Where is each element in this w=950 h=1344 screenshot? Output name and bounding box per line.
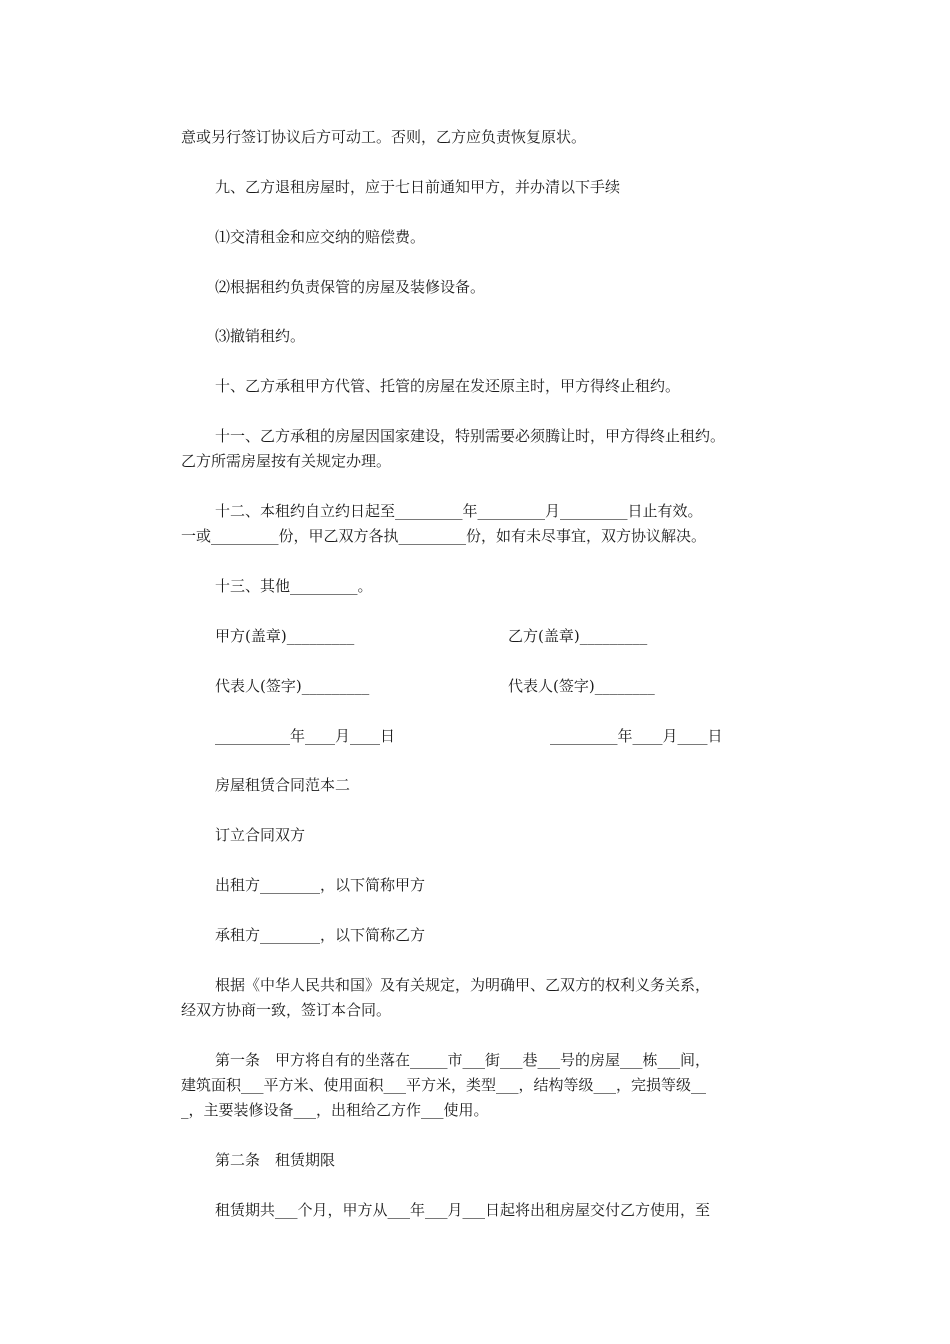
- text-line: 意或另行签订协议后方可动工。否则，乙方应负责恢复原状。: [181, 128, 587, 146]
- preamble-line-2: 经双方协商一致，签订本合同。: [181, 1001, 392, 1019]
- lessor-line: 出租方________，以下简称甲方: [215, 876, 426, 894]
- clause-11-line-2: 乙方所需房屋按有关规定办理。: [181, 452, 392, 470]
- party-a-seal: 甲方(盖章)_________: [215, 627, 355, 645]
- clause-12-line-2: 一或_________份，甲乙双方各执_________份，如有未尽事宜，双方协议解决。: [181, 527, 707, 545]
- preamble-line-1: 根据《中华人民共和国》及有关规定，为明确甲、乙双方的权利义务关系，: [215, 976, 711, 994]
- party-b-representative: 代表人(签字)________: [508, 677, 655, 695]
- party-a-representative: 代表人(签字)_________: [215, 677, 370, 695]
- clause-10: 十、乙方承租甲方代管、托管的房屋在发还原主时，甲方得终止租约。: [215, 377, 681, 395]
- article-1-line-1: 第一条 甲方将自有的坐落在_____市___街___巷___号的房屋___栋___间，: [215, 1051, 711, 1069]
- lessee-line: 承租方________，以下简称乙方: [215, 926, 426, 944]
- article-2-heading: 第二条 租赁期限: [215, 1151, 336, 1169]
- article-1-line-2: 建筑面积___平方米、使用面积___平方米，类型___，结构等级___，完损等级__: [181, 1076, 707, 1094]
- article-1-line-3: _，主要装修设备___，出租给乙方作___使用。: [181, 1101, 489, 1119]
- clause-9-item-2: ⑵根据租约负责保管的房屋及装修设备。: [215, 278, 486, 296]
- clause-13: 十三、其他_________。: [215, 577, 373, 595]
- party-a-date: __________年____月____日: [215, 727, 396, 745]
- clause-9-item-1: ⑴交清租金和应交纳的赔偿费。: [215, 228, 426, 246]
- clause-9-heading: 九、乙方退租房屋时，应于七日前通知甲方，并办清以下手续: [215, 178, 621, 196]
- clause-11-line-1: 十一、乙方承租的房屋因国家建设，特别需要必须腾让时，甲方得终止租约。: [215, 427, 726, 445]
- section-title: 房屋租赁合同范本二: [215, 776, 351, 794]
- party-b-date: _________年____月____日: [550, 727, 723, 745]
- contract-parties-heading: 订立合同双方: [215, 826, 306, 844]
- clause-9-item-3: ⑶撤销租约。: [215, 327, 306, 345]
- clause-12-line-1: 十二、本租约自立约日起至_________年_________月_________日止有效。: [215, 502, 703, 520]
- article-2-line-1: 租赁期共___个月，甲方从___年___月___日起将出租房屋交付乙方使用，至: [215, 1201, 711, 1219]
- party-b-seal: 乙方(盖章)_________: [508, 627, 648, 645]
